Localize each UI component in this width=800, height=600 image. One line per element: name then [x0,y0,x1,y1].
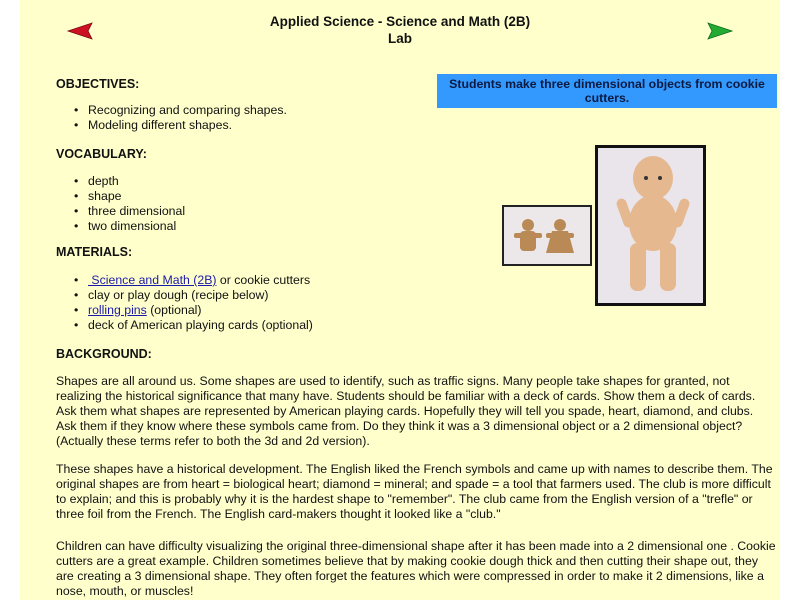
list-item: • Recognizing and comparing shapes. [74,103,287,118]
list-item: • three dimensional [74,204,185,219]
science-math-link[interactable]: Science and Math (2B) [88,273,217,287]
caption-box: Students make three dimensional objects from cookie cutters. [437,74,777,108]
cookie-image [502,205,592,266]
list-item: • two dimensional [74,219,185,234]
background-paragraph-3: Children can have difficulty visualizing the original three-dimensional shape after it has been made into a 2 dimensional one . Cookie cutters are a great example. Children sometimes believe that by making cookie dough thick and then cutting their shape out, they are creating a 3 dimensional shape. They often forget the features which were compressed in order to make it 2 dimensions, like a nose, mouth, or muscles! [56,539,776,598]
rolling-pins-link[interactable]: rolling pins [88,303,147,317]
list-item-text: clay or play dough (recipe below) [88,288,269,302]
list-item [74,318,313,333]
objectives-list [74,103,287,133]
list-item [74,303,313,318]
list-item-text: deck of American playing cards (optional) [88,318,313,332]
materials-heading: MATERIALS: [56,245,133,259]
cookie-figures-icon [504,207,590,264]
page-title: Applied Science - Science and Math (2B) [269,14,531,29]
background-paragraph-2: These shapes have a historical development. The English liked the French symbols and came up with names to describe them. The original shapes are from heart = biological heart; diamond = mineral; and spade = a tool that farmers used. The club is more difficult to explain; and this is probably why it is the hardest shape to "remember". The club came from the English version of a "trefle" or three foil from the French. The English card-makers thought it looked like a "club." [56,462,773,521]
list-item [74,288,313,303]
list-item-text: or cookie cutters [216,273,311,287]
vocabulary-heading: VOCABULARY: [56,147,147,161]
list-item: • depth [74,174,185,189]
list-item [74,273,313,288]
doll-image [595,145,706,306]
vocabulary-list [74,174,185,234]
background-paragraph-1: Shapes are all around us. Some shapes are used to identify, such as traffic signs. Many people take shapes for granted, not realizing the historical significance that many have. Students should be familiar with a deck of cards. Show them a deck of cards. Ask them what shapes are represented by American playing cards. Hopefully they will tell you spade, heart, diamond, and clubs. Ask them if they know where these symbols came from. Do they think it was a 3 dimensional object or a 2 dimensional object? (Actually these terms refer to both the 3d and 2d version). [56,374,756,448]
materials-list [74,273,313,333]
list-item: • Modeling different shapes. [74,118,287,133]
doll-figure-icon [598,148,703,303]
page-subtitle: Lab [387,31,412,46]
list-item: • shape [74,189,185,204]
objectives-heading: OBJECTIVES: [56,77,140,91]
list-item-text: (optional) [146,303,202,317]
background-heading: BACKGROUND: [56,347,152,361]
